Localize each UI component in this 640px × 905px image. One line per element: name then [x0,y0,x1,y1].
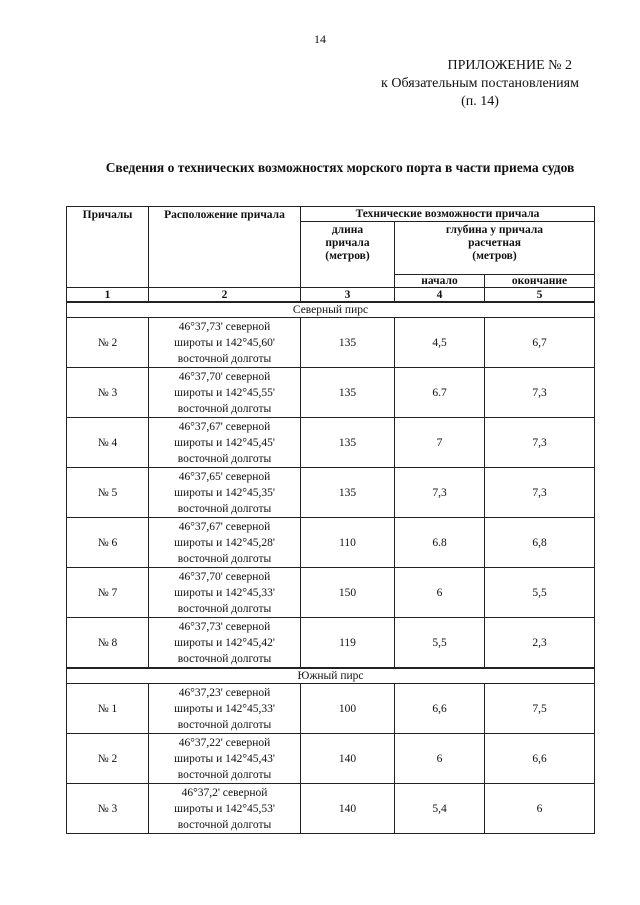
berth-number: № 8 [67,618,149,669]
location-line: восточной долготы [177,552,272,565]
berth-number: № 3 [67,784,149,834]
berth-length: 150 [301,568,395,618]
header-depth-line: (метров) [472,250,517,262]
berth-location [149,734,301,784]
depth-start: 5,4 [395,784,485,834]
depth-start: 5,5 [395,618,485,669]
table-row [67,734,595,784]
berth-location [149,784,301,834]
header-start: начало [395,275,485,288]
location-line: 46°37,67' северной [178,420,271,433]
berth-length: 135 [301,318,395,368]
document-title: Сведения о технических возможностях морского порта в части приема судов [105,160,575,175]
berth-location [149,318,301,368]
location-line: восточной долготы [177,502,272,515]
berths-table [66,206,595,834]
berth-number: № 3 [67,368,149,418]
location-line: восточной долготы [177,768,272,781]
berth-location [149,468,301,518]
berth-length: 110 [301,518,395,568]
berth-location [149,684,301,734]
appendix-title: ПРИЛОЖЕНИЕ № 2 [447,58,572,73]
depth-start: 6,6 [395,684,485,734]
column-index: 2 [149,288,301,303]
table-row [67,684,595,734]
header-depth [395,222,595,275]
berth-length: 140 [301,784,395,834]
location-line: 46°37,2' северной [181,786,268,799]
location-line: 46°37,65' северной [178,470,271,483]
section-row [67,302,595,318]
berth-length: 100 [301,684,395,734]
depth-start: 6.8 [395,518,485,568]
depth-end: 6,6 [485,734,595,784]
table-row [67,418,595,468]
section-row [67,668,595,684]
berth-length: 135 [301,418,395,468]
depth-end: 7,3 [485,418,595,468]
appendix-reference: к Обязательным постановлениям [381,76,579,91]
depth-start: 7 [395,418,485,468]
berth-location [149,618,301,669]
header-depth-line: глубина у причала [445,224,544,236]
location-line: широты и 142°45,45' [174,436,275,449]
header-end: окончание [485,275,595,288]
table-row [67,468,595,518]
location-line: широты и 142°45,53' [174,802,275,815]
location-line: широты и 142°45,43' [174,752,275,765]
header-length-line: длина [331,224,364,236]
header-length-line: (метров) [325,250,370,262]
berth-number: № 4 [67,418,149,468]
depth-end: 5,5 [485,568,595,618]
berth-number: № 1 [67,684,149,734]
location-line: восточной долготы [177,352,272,365]
location-line: широты и 142°45,28' [174,536,275,549]
table-row [67,568,595,618]
berth-length: 135 [301,368,395,418]
depth-end: 7,3 [485,468,595,518]
location-line: 46°37,70' северной [178,370,271,383]
berth-number: № 2 [67,734,149,784]
table-row [67,318,595,368]
section-title: Южный пирс [67,668,595,684]
table-row [67,618,595,669]
table-row [67,368,595,418]
berth-number: № 6 [67,518,149,568]
depth-start: 6 [395,568,485,618]
location-line: широты и 142°45,35' [174,486,275,499]
appendix-clause: (п. 14) [461,94,499,109]
table-row [67,518,595,568]
location-line: 46°37,22' северной [178,736,271,749]
header-tech: Технические возможности причала [301,207,595,222]
berth-location [149,418,301,468]
location-line: 46°37,70' северной [178,570,271,583]
header-length [301,222,395,288]
depth-start: 6 [395,734,485,784]
location-line: широты и 142°45,33' [174,586,275,599]
depth-end: 6,7 [485,318,595,368]
depth-end: 7,5 [485,684,595,734]
depth-end: 7,3 [485,368,595,418]
location-line: 46°37,67' северной [178,520,271,533]
depth-end: 6,8 [485,518,595,568]
berth-location [149,518,301,568]
header-berths: Причалы [67,207,149,288]
location-line: широты и 142°45,55' [174,386,275,399]
location-line: широты и 142°45,42' [174,636,275,649]
location-line: 46°37,73' северной [178,320,271,333]
location-line: восточной долготы [177,718,272,731]
berth-location [149,568,301,618]
berth-length: 135 [301,468,395,518]
depth-start: 7,3 [395,468,485,518]
column-index: 1 [67,288,149,303]
location-line: восточной долготы [177,452,272,465]
location-line: широты и 142°45,33' [174,702,275,715]
appendix-block [350,57,610,111]
berth-length: 119 [301,618,395,669]
location-line: 46°37,23' северной [178,686,271,699]
location-line: восточной долготы [177,652,272,665]
depth-start: 6.7 [395,368,485,418]
location-line: восточной долготы [177,402,272,415]
column-index: 5 [485,288,595,303]
table-row [67,784,595,834]
location-line: восточной долготы [177,602,272,615]
depth-start: 4,5 [395,318,485,368]
column-index-row [67,288,595,303]
location-line: широты и 142°45,60' [174,336,275,349]
depth-end: 6 [485,784,595,834]
berth-number: № 7 [67,568,149,618]
header-location: Расположение причала [149,207,301,288]
page-number: 14 [314,32,326,46]
berth-length: 140 [301,734,395,784]
header-depth-line: расчетная [468,237,521,249]
location-line: восточной долготы [177,818,272,831]
section-title: Северный пирс [67,302,595,318]
location-line: 46°37,73' северной [178,620,271,633]
header-length-line: причала [325,237,370,249]
berth-location [149,368,301,418]
berth-number: № 5 [67,468,149,518]
column-index: 4 [395,288,485,303]
berth-number: № 2 [67,318,149,368]
column-index: 3 [301,288,395,303]
depth-end: 2,3 [485,618,595,669]
